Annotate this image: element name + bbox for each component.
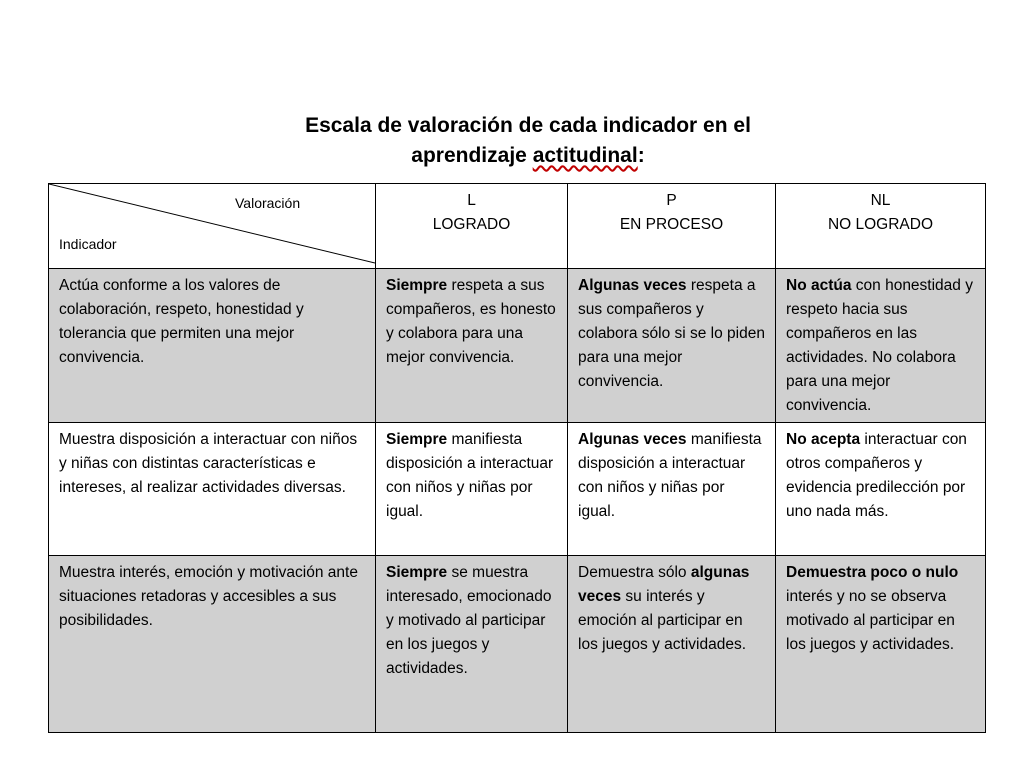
corner-header-cell (49, 184, 376, 269)
cell-bold: No acepta (786, 431, 861, 448)
en-proceso-cell (568, 556, 776, 733)
cell-bold: Algunas veces (578, 277, 687, 294)
header-en-proceso-label: EN PROCESO (619, 216, 724, 233)
cell-text: manifiesta disposición a interactuar con niños y niñas por igual. (386, 431, 554, 520)
cell-bold: algunas veces (578, 564, 750, 605)
indicador-label: Indicador (59, 236, 117, 252)
table-header-row (49, 184, 986, 269)
title-line-2-suffix: : (637, 144, 645, 167)
title-underlined-word: actitudinal (532, 144, 638, 167)
cell-text: interés y no se observa motivado al participar en los juegos y actividades. (786, 588, 955, 653)
cell-text: interactuar con otros compañeros y evidencia predilección por uno nada más. (786, 431, 967, 520)
header-en-proceso-code: P (666, 192, 677, 209)
cell-text: su interés y emoción al participar en los juegos y actividades. (578, 588, 747, 653)
logrado-cell (376, 423, 568, 556)
logrado-cell (376, 269, 568, 423)
en-proceso-cell (568, 269, 776, 423)
header-no-logrado-code: NL (870, 192, 891, 209)
table-row (49, 269, 986, 423)
cell-text-pre: Demuestra sólo (578, 564, 691, 581)
title-line-2-prefix: aprendizaje (411, 144, 533, 167)
indicator-cell: Muestra interés, emoción y motivación ante situaciones retadoras y accesibles a sus posibilidades. (49, 556, 376, 733)
no-logrado-cell (776, 556, 986, 733)
cell-text: con honestidad y respeto hacia sus compañeros en las actividades. No colabora para una mejor convivencia. (786, 277, 973, 414)
title-line-2 (0, 141, 1024, 171)
no-logrado-cell (776, 423, 986, 556)
header-logrado-code: L (467, 192, 476, 209)
header-no-logrado-label: NO LOGRADO (827, 216, 934, 233)
logrado-cell (376, 556, 568, 733)
table-row (49, 423, 986, 556)
cell-bold: Siempre (386, 564, 448, 581)
title-line-1: Escala de valoración de cada indicador en el (305, 114, 751, 137)
no-logrado-cell (776, 269, 986, 423)
table-row (49, 556, 986, 733)
indicator-cell: Actúa conforme a los valores de colaboración, respeto, honestidad y tolerancia que permiten una mejor convivencia. (49, 269, 376, 423)
cell-text: respeta a sus compañeros, es honesto y colabora para una mejor convivencia. (386, 277, 556, 366)
rating-scale-table (48, 183, 986, 733)
cell-text: manifiesta disposición a interactuar con niños y niñas por igual. (578, 431, 762, 520)
header-logrado (376, 184, 568, 269)
cell-bold: No actúa (786, 277, 852, 294)
page-title (0, 111, 1024, 171)
cell-bold: Siempre (386, 431, 448, 448)
header-no-logrado (776, 184, 986, 269)
en-proceso-cell (568, 423, 776, 556)
cell-bold: Demuestra poco o nulo (786, 564, 959, 581)
cell-bold: Algunas veces (578, 431, 687, 448)
cell-text: respeta a sus compañeros y colabora sólo si se lo piden para una mejor convivencia. (578, 277, 765, 390)
header-logrado-label: LOGRADO (432, 216, 511, 233)
cell-text: se muestra interesado, emocionado y motivado al participar en los juegos y actividades. (386, 564, 552, 677)
cell-bold: Siempre (386, 277, 448, 294)
header-en-proceso (568, 184, 776, 269)
indicator-cell: Muestra disposición a interactuar con niños y niñas con distintas características e intereses, al realizar actividades diversas. (49, 423, 376, 556)
valoracion-label: Valoración (235, 195, 301, 211)
